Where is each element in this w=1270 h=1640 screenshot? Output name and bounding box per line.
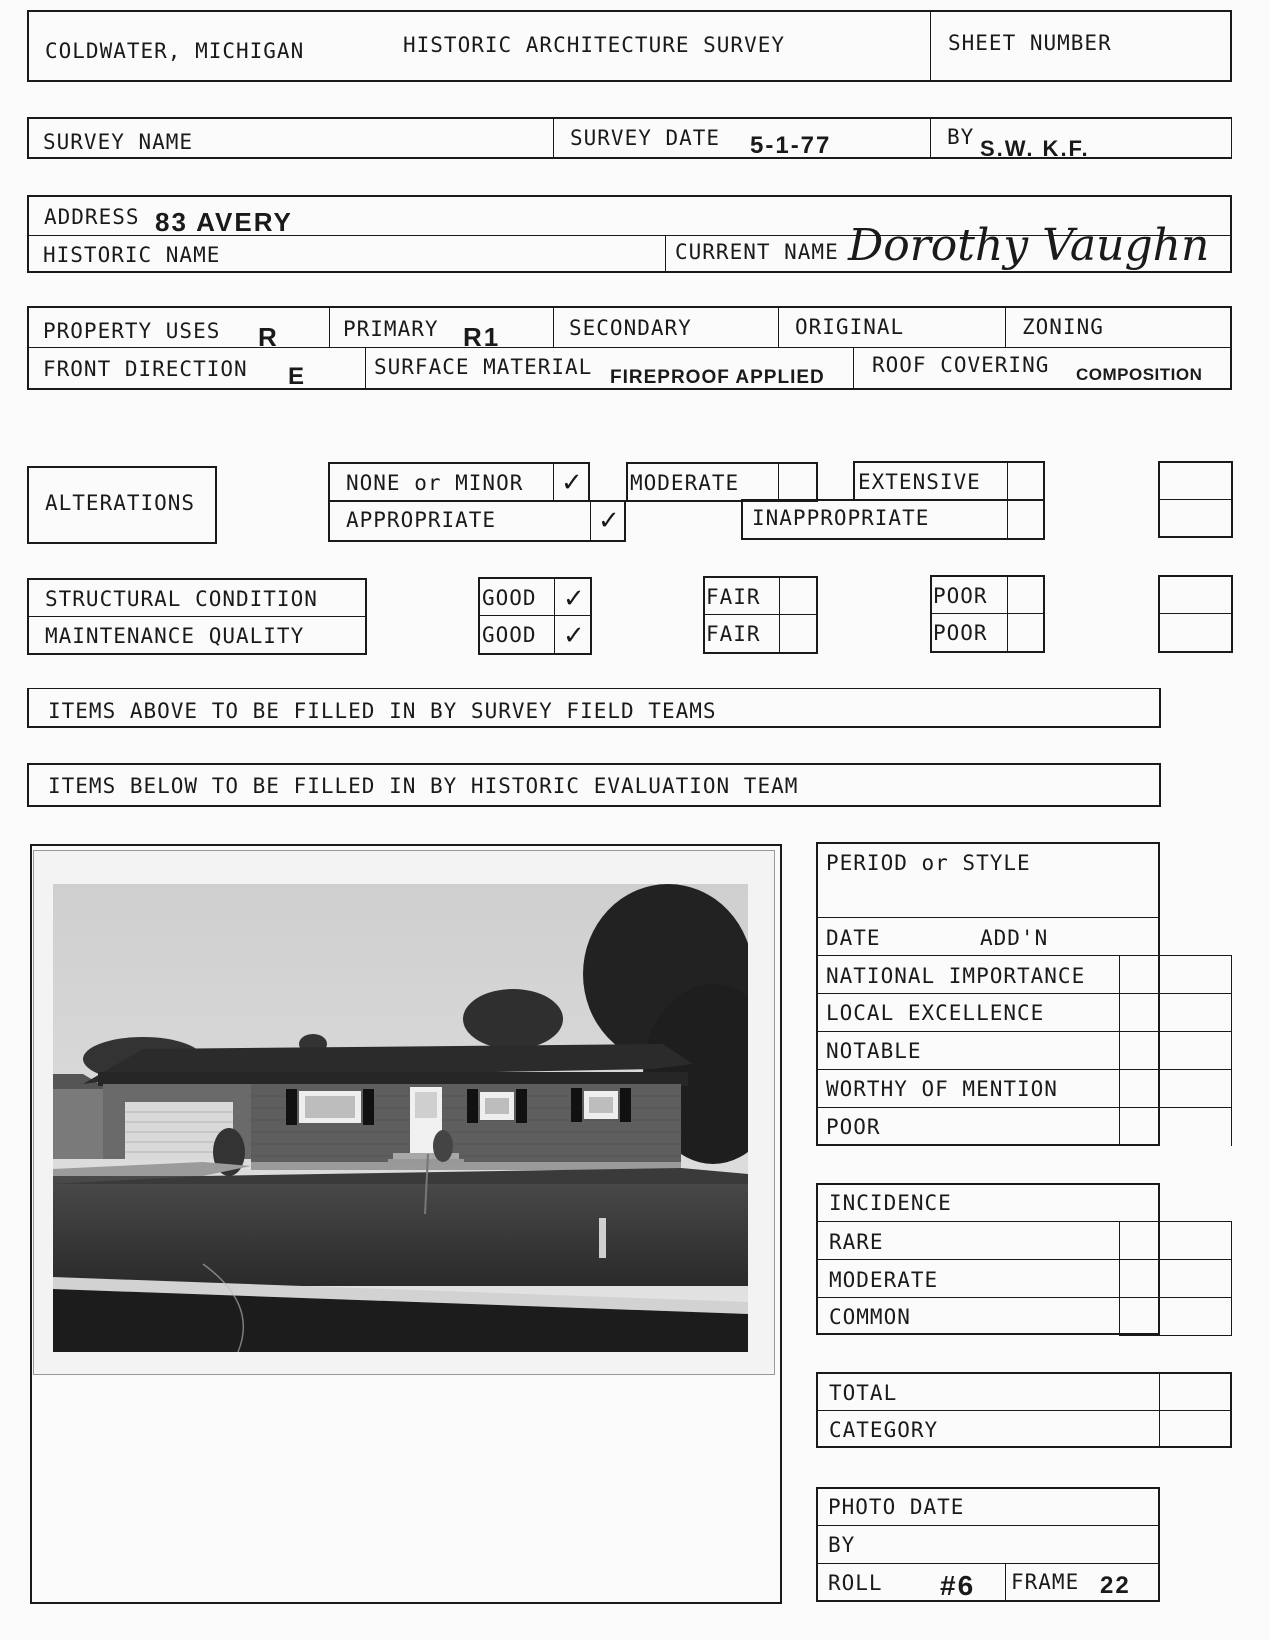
eval-col-1 — [1119, 955, 1120, 1146]
extensive-label: EXTENSIVE — [858, 470, 981, 494]
uses-div-6 — [853, 347, 854, 390]
good-vdivider — [554, 577, 555, 655]
house-photo — [53, 884, 748, 1352]
incidence-line-1 — [816, 1221, 1232, 1222]
uses-div-1 — [329, 306, 330, 347]
structural-condition-label: STRUCTURAL CONDITION — [45, 587, 318, 611]
category-label: CATEGORY — [829, 1418, 939, 1442]
survey-divider-1 — [553, 117, 554, 159]
local-excellence-label: LOCAL EXCELLENCE — [826, 1001, 1045, 1025]
property-uses-label: PROPERTY USES — [43, 319, 221, 343]
secondary-label: SECONDARY — [569, 316, 692, 340]
incidence-col-2 — [1231, 1221, 1232, 1335]
incidence-moderate-label: MODERATE — [829, 1268, 939, 1292]
note-above: ITEMS ABOVE TO BE FILLED IN BY SURVEY FIELD TEAMS — [48, 699, 717, 723]
alterations-label: ALTERATIONS — [45, 491, 196, 515]
front-direction-label: FRONT DIRECTION — [43, 357, 248, 381]
appropriate-divider — [590, 500, 591, 542]
total-label: TOTAL — [829, 1381, 898, 1405]
photo-by-label: BY — [828, 1533, 856, 1557]
condition-score-box — [1158, 575, 1233, 653]
roof-covering-value[interactable]: COMPOSITION — [1076, 365, 1203, 384]
photo-date-label: PHOTO DATE — [828, 1495, 965, 1519]
extensive-divider — [1007, 461, 1008, 501]
moderate-alt-label: MODERATE — [630, 471, 740, 495]
name-divider — [665, 235, 666, 273]
zoning-label: ZONING — [1022, 315, 1104, 339]
structural-poor-label: POOR — [933, 584, 988, 608]
poor-divider — [930, 613, 1045, 614]
total-col — [1159, 1372, 1160, 1448]
maintenance-good-label: GOOD — [482, 623, 537, 647]
fair-vdivider — [779, 576, 780, 654]
form-title: HISTORIC ARCHITECTURE SURVEY — [403, 33, 786, 57]
eval-line-worthy — [816, 1107, 1232, 1108]
photo-info-line-2 — [816, 1563, 1160, 1564]
header-divider — [930, 10, 931, 82]
structural-good-check[interactable]: ✓ — [563, 584, 586, 614]
survey-name-label: SURVEY NAME — [43, 130, 194, 154]
uses-div-4 — [1005, 306, 1006, 347]
frame-value[interactable]: 22 — [1100, 1572, 1131, 1599]
address-value[interactable]: 83 AVERY — [155, 207, 293, 237]
primary-label: PRIMARY — [343, 317, 439, 341]
sheet-number-label: SHEET NUMBER — [948, 31, 1112, 55]
fair-divider — [703, 614, 818, 615]
roll-value[interactable]: #6 — [940, 1570, 976, 1601]
survey-divider-2 — [930, 117, 931, 159]
eval-col-2 — [1231, 955, 1232, 1146]
incidence-line-4 — [1119, 1335, 1232, 1336]
inappropriate-divider — [1007, 499, 1008, 540]
period-style-label: PERIOD or STYLE — [826, 851, 1031, 875]
surface-material-value[interactable]: FIREPROOF APPLIED — [610, 367, 825, 388]
appropriate-check[interactable]: ✓ — [598, 506, 621, 536]
condition-score-divider — [1158, 613, 1233, 614]
uses-div-2 — [553, 306, 554, 347]
front-direction-value[interactable]: E — [288, 363, 307, 390]
national-importance-label: NATIONAL IMPORTANCE — [826, 964, 1086, 988]
none-minor-check[interactable]: ✓ — [561, 468, 584, 498]
inappropriate-label: INAPPROPRIATE — [752, 506, 930, 530]
maintenance-good-check[interactable]: ✓ — [563, 621, 586, 651]
survey-date-label: SURVEY DATE — [570, 126, 721, 150]
eval-line-notable — [816, 1069, 1232, 1070]
frame-divider — [1005, 1563, 1006, 1602]
incidence-line-3 — [816, 1297, 1232, 1298]
surveyed-by-value[interactable]: S.W. K.F. — [980, 136, 1090, 161]
good-divider — [478, 615, 592, 616]
note-below: ITEMS BELOW TO BE FILLED IN BY HISTORIC EVALUATION TEAM — [48, 774, 799, 798]
primary-value[interactable]: R1 — [463, 322, 501, 352]
photo-info-line-1 — [816, 1525, 1160, 1526]
surface-material-label: SURFACE MATERIAL — [374, 355, 593, 379]
eval-line-period — [816, 917, 1160, 918]
uses-mid-line — [27, 347, 1232, 348]
frame-label: FRAME — [1011, 1570, 1080, 1594]
city-label: COLDWATER, MICHIGAN — [45, 39, 305, 63]
eval-line-date — [816, 955, 1232, 956]
date-label: DATE — [826, 926, 881, 950]
alterations-score-divider — [1158, 499, 1233, 500]
incidence-line-2 — [816, 1259, 1232, 1260]
eval-line-local — [816, 1031, 1232, 1032]
eval-line-national — [816, 993, 1232, 994]
total-divider — [816, 1410, 1232, 1411]
uses-div-3 — [778, 306, 779, 347]
notable-label: NOTABLE — [826, 1039, 922, 1063]
property-uses-value[interactable]: R — [258, 322, 279, 352]
moderate-alt-divider — [778, 462, 779, 502]
survey-date-value[interactable]: 5-1-77 — [750, 132, 832, 159]
maintenance-poor-label: POOR — [933, 621, 988, 645]
original-label: ORIGINAL — [795, 315, 905, 339]
roll-label: ROLL — [828, 1571, 883, 1595]
structural-fair-label: FAIR — [706, 585, 761, 609]
structural-good-label: GOOD — [482, 586, 537, 610]
none-minor-divider — [553, 462, 554, 502]
poor-vdivider — [1007, 575, 1008, 653]
none-minor-label: NONE or MINOR — [346, 471, 524, 495]
uses-div-5 — [365, 347, 366, 390]
roof-covering-label: ROOF COVERING — [872, 353, 1050, 377]
current-name-label: CURRENT NAME — [675, 240, 839, 264]
maintenance-quality-label: MAINTENANCE QUALITY — [45, 624, 305, 648]
incidence-col-1 — [1119, 1221, 1120, 1335]
historic-name-label: HISTORIC NAME — [43, 243, 221, 267]
condition-label-divider — [27, 616, 367, 617]
addn-label: ADD'N — [980, 926, 1049, 950]
current-name-value[interactable]: Dorothy Vaughn — [848, 220, 1210, 271]
eval-poor-label: POOR — [826, 1115, 881, 1139]
appropriate-label: APPROPRIATE — [346, 508, 497, 532]
worthy-of-mention-label: WORTHY OF MENTION — [826, 1077, 1058, 1101]
surveyed-by-label: BY — [947, 125, 975, 149]
maintenance-fair-label: FAIR — [706, 622, 761, 646]
address-label: ADDRESS — [44, 205, 140, 229]
rare-label: RARE — [829, 1230, 884, 1254]
incidence-label: INCIDENCE — [829, 1191, 952, 1215]
common-label: COMMON — [829, 1305, 911, 1329]
